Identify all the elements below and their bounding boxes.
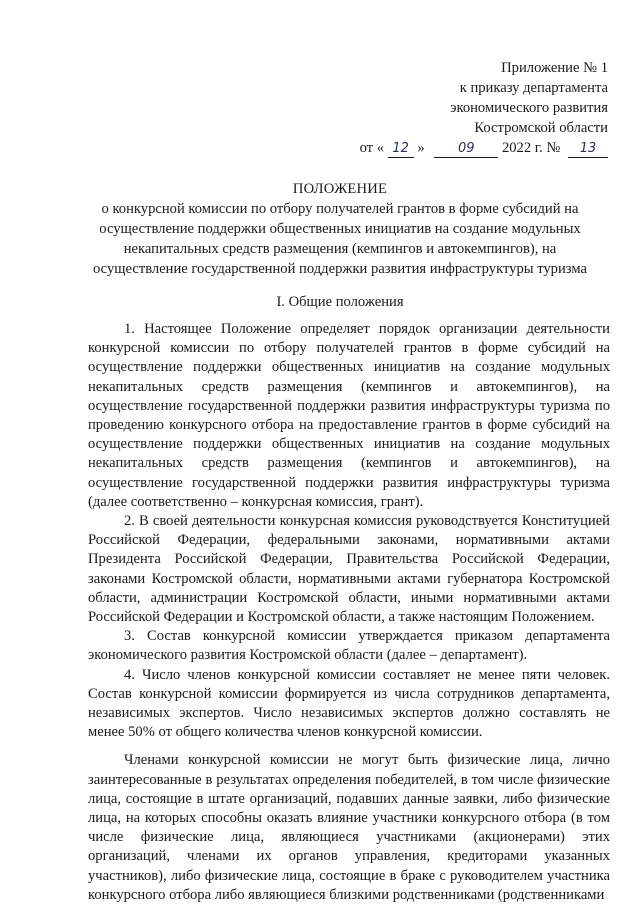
appendix-region: Костромской области	[474, 120, 608, 136]
paragraph-5: Членами конкурсной комиссии не могут быть физические лица, лично заинтересованные в результатах определения победителей, в том числе физические лица, состоящие в штате организаций, подавших данные заявки, либо физические лица, на которых способны оказать влияние участники конкурсного отбора (в том числе физические лица, являющиеся участниками (акционерами) этих организаций, членами их органов управления, кредиторами указанных участников), либо физические лица, состоящие в браке с руководителем участника конкурсного отбора либо являющиеся близкими родственниками (родственниками	[88, 752, 610, 903]
paragraph-1: 1. Настоящее Положение определяет порядок организации деятельности конкурсной комиссии по отбору получателей грантов в форме субсидий на осуществление поддержки общественных инициатив на создание модульных некапитальных средств размещения (кемпингов и автокемпингов), на осуществление государственной поддержки развития инфраструктуры туризма по проведению конкурсного отбора на предоставление грантов в форме субсидий на осуществление поддержки общественных инициатив на создание модульных некапитальных средств размещения (кемпингов и автокемпингов), на осуществление государственной поддержки развития инфраструктуры туризма (далее соответственно – конкурсная комиссия, грант).	[88, 321, 610, 510]
date-year: 2022 г. №	[501, 140, 561, 156]
section-heading: I. Общие положения	[276, 294, 404, 310]
title-line-3: некапитальных средств размещения (кемпингов и автокемпингов), на	[123, 241, 557, 257]
appendix-department: экономического развития	[450, 100, 608, 116]
paragraph-4: 4. Число членов конкурсной комиссии составляет не менее пяти человек. Состав конкурсной комиссии формируется из числа сотрудников департамента, независимых экспертов. Число независимых экспертов должно составлять не менее 50% от общего количества членов конкурсной комиссии.	[88, 666, 610, 741]
document-title	[60, 179, 620, 279]
paragraph-3: 3. Состав конкурсной комиссии утверждается приказом департамента экономического развития Костромской области (далее – департамент).	[88, 628, 610, 664]
paragraph-2: 2. В своей деятельности конкурсная комиссия руководствуется Конституцией Российской Федерации, федеральными законами, нормативными актами Президента Российской Федерации, Правительства Российской Федерации, законами Костромской области, нормативными актами губернатора Костромской области, администрации Костромской области, иными нормативными актами Российской Федерации и Костромской области, а также настоящим Положением.	[88, 513, 610, 626]
date-prefix: от «	[359, 140, 385, 156]
appendix-header	[360, 58, 608, 158]
handwritten-month: 09	[434, 141, 498, 158]
document-body	[88, 320, 610, 905]
appendix-title: Приложение № 1	[501, 60, 608, 76]
title-heading: ПОЛОЖЕНИЕ	[292, 181, 388, 197]
title-line-2: осуществление поддержки общественных инициатив на создание модульных	[99, 221, 581, 237]
title-line-1: о конкурсной комиссии по отбору получателей грантов в форме субсидий на	[101, 201, 579, 217]
handwritten-number: 13	[568, 141, 608, 158]
appendix-order-ref: к приказу департамента	[459, 80, 608, 96]
appendix-date-line	[360, 138, 608, 158]
title-line-4: осуществление государственной поддержки развития инфраструктуры туризма	[93, 261, 587, 277]
handwritten-day: 12	[388, 141, 414, 158]
date-mid: »	[417, 140, 425, 156]
